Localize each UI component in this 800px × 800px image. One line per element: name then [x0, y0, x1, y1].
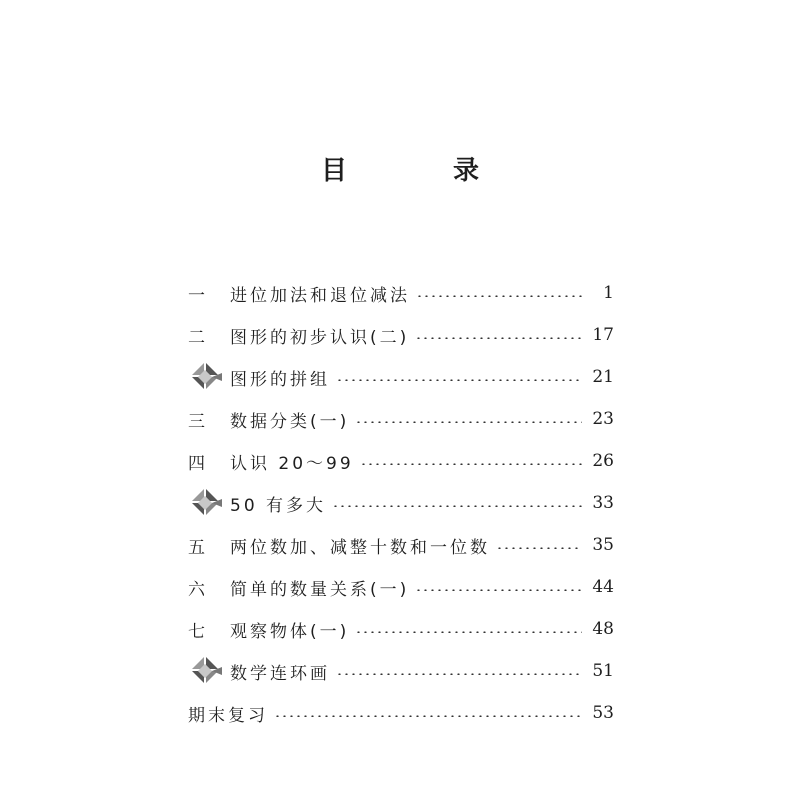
entry-title: 图形的初步认识(二): [230, 327, 410, 348]
entry-title: 进位加法和退位减法: [230, 285, 410, 306]
page-number: 48: [592, 619, 614, 639]
chapter-number: 五: [188, 537, 207, 558]
chapter-number: 六: [188, 579, 207, 600]
dot-leader: [496, 547, 582, 549]
dot-leader: [355, 631, 582, 633]
toc-entry-9[interactable]: [188, 608, 614, 650]
toc-entry-1[interactable]: [188, 272, 614, 314]
entry-title: 期末复习: [188, 705, 268, 726]
toc-entry-11[interactable]: [188, 692, 614, 734]
page-number: 1: [603, 283, 614, 303]
dot-leader: [355, 421, 582, 423]
page-title: 目 录: [320, 156, 519, 186]
entry-title: 观察物体(一): [230, 621, 350, 642]
chapter-number: 七: [188, 621, 207, 642]
dot-leader: [336, 673, 582, 675]
toc-entry-7[interactable]: [188, 524, 614, 566]
entry-title: 图形的拼组: [230, 369, 330, 390]
dot-leader: [336, 379, 582, 381]
entry-title: 50 有多大: [230, 495, 327, 516]
page-number: 33: [592, 493, 614, 513]
toc-entry-10[interactable]: [188, 650, 614, 692]
toc-entry-8[interactable]: [188, 566, 614, 608]
toc-entry-3[interactable]: [188, 356, 614, 398]
dot-leader: [274, 715, 582, 717]
page-number: 21: [592, 367, 614, 387]
entry-title: 认识 20～99: [230, 453, 354, 474]
page-number: 35: [592, 535, 614, 555]
chapter-number: 一: [188, 285, 207, 306]
entry-title: 数学连环画: [230, 663, 330, 684]
toc-entry-4[interactable]: [188, 398, 614, 440]
dot-leader: [415, 589, 582, 591]
entry-title: 简单的数量关系(一): [230, 579, 410, 600]
puzzle-icon: [188, 362, 230, 392]
chapter-number: 四: [188, 453, 207, 474]
puzzle-icon: [188, 488, 230, 518]
page-number: 17: [592, 325, 614, 345]
toc-entry-5[interactable]: [188, 440, 614, 482]
chapter-number: 二: [188, 327, 207, 348]
dot-leader: [332, 505, 582, 507]
puzzle-icon: [188, 656, 230, 686]
page-number: 23: [592, 409, 614, 429]
page-number: 53: [592, 703, 614, 723]
toc-entry-6[interactable]: [188, 482, 614, 524]
dot-leader: [416, 295, 582, 297]
page-number: 44: [592, 577, 614, 597]
chapter-number: 三: [188, 411, 207, 432]
page-number: 26: [592, 451, 614, 471]
entry-title: 数据分类(一): [230, 411, 350, 432]
toc-entry-2[interactable]: [188, 314, 614, 356]
dot-leader: [360, 463, 582, 465]
table-of-contents: [188, 272, 614, 734]
page-number: 51: [592, 661, 614, 681]
entry-title: 两位数加、减整十数和一位数: [230, 537, 490, 558]
dot-leader: [415, 337, 582, 339]
